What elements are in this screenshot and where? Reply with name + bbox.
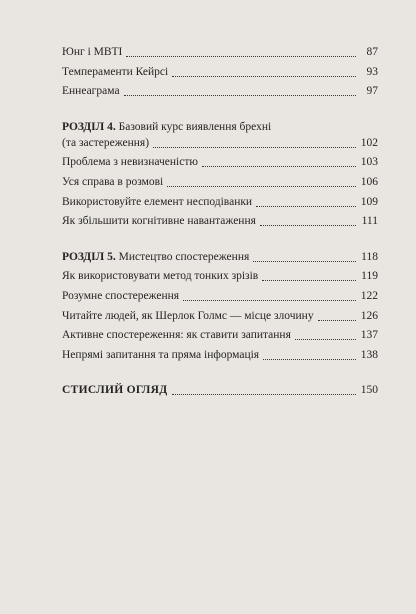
toc-entry-page: 106 [360,175,378,188]
summary-page: 150 [360,384,378,397]
leader-dots [318,320,356,321]
chapter-5-label: РОЗДІЛ 5. [62,250,116,263]
leader-dots [153,147,356,148]
toc-entry [62,154,378,170]
leader-dots [260,225,356,226]
toc-entry [62,64,378,80]
toc-entry-page: 111 [361,215,378,228]
toc-entry [62,327,378,343]
leader-dots [172,394,357,395]
toc-entry-title: Як використовувати метод тонких зрізів [62,270,259,283]
chapter-5-heading [62,249,378,265]
summary-entry [62,382,378,398]
toc-entry [62,288,378,304]
toc-entry-page: 87 [366,46,378,58]
toc-entry-title: Активне спостереження: як ставити запитання [62,329,291,342]
toc-entry-page: 137 [360,329,378,342]
toc-entry-title: Уся справа в розмові [62,175,164,188]
toc-entry-page: 103 [360,156,378,169]
leader-dots [172,76,356,77]
table-of-contents [62,44,378,402]
toc-entry [62,194,378,210]
toc-entry-page: 97 [366,85,378,98]
toc-entry-page: 122 [360,289,378,302]
chapter-5-title: Мистецтво спостереження [118,250,250,263]
toc-entry [62,83,378,99]
toc-entry-title: Проблема з невизначеністю [62,156,198,169]
toc-entry [62,268,378,284]
toc-entry-page: 119 [361,270,378,283]
toc-entry-title: Непрямі запитання та пряма інформація [62,348,260,361]
toc-entry [62,44,378,60]
chapter-4-label: РОЗДІЛ 4. [62,120,116,133]
toc-entry-title: Юнг і MBTI [62,46,123,58]
toc-entry-title: Читайте людей, як Шерлок Голмс — місце злочину [62,309,314,322]
chapter-4-title-cont: (та застереження) [62,136,150,149]
leader-dots [253,261,356,262]
leader-dots [295,339,356,340]
toc-entry [62,308,378,324]
summary-title: СТИСЛИЙ ОГЛЯД [62,384,168,397]
leader-dots [126,56,356,57]
toc-entry-title: Використовуйте елемент несподіванки [62,195,253,208]
leader-dots [256,206,356,207]
chapter-4-heading [62,119,378,135]
toc-entry [62,347,378,363]
toc-entry-title: Темпераменти Кейрсі [62,65,169,78]
chapter-5-page: 118 [361,250,378,263]
toc-entry-page: 93 [366,65,378,78]
toc-entry-title: Розумне спостереження [62,289,180,302]
toc-entry-title: Еннеаграма [62,85,120,98]
leader-dots [124,95,356,96]
leader-dots [202,166,356,167]
toc-entry-page: 126 [360,309,378,322]
leader-dots [167,186,356,187]
chapter-4-heading-cont [62,135,378,151]
toc-entry-page: 109 [360,195,378,208]
toc-entry-page: 138 [360,348,378,361]
toc-entry-title: Як збільшити когнітивне навантаження [62,215,256,228]
chapter-4-page: 102 [360,136,378,149]
chapter-4-title: Базовий курс виявлення брехні [118,120,272,133]
leader-dots [263,359,356,360]
toc-entry [62,174,378,190]
toc-entry [62,213,378,229]
leader-dots [183,300,356,301]
leader-dots [262,280,356,281]
